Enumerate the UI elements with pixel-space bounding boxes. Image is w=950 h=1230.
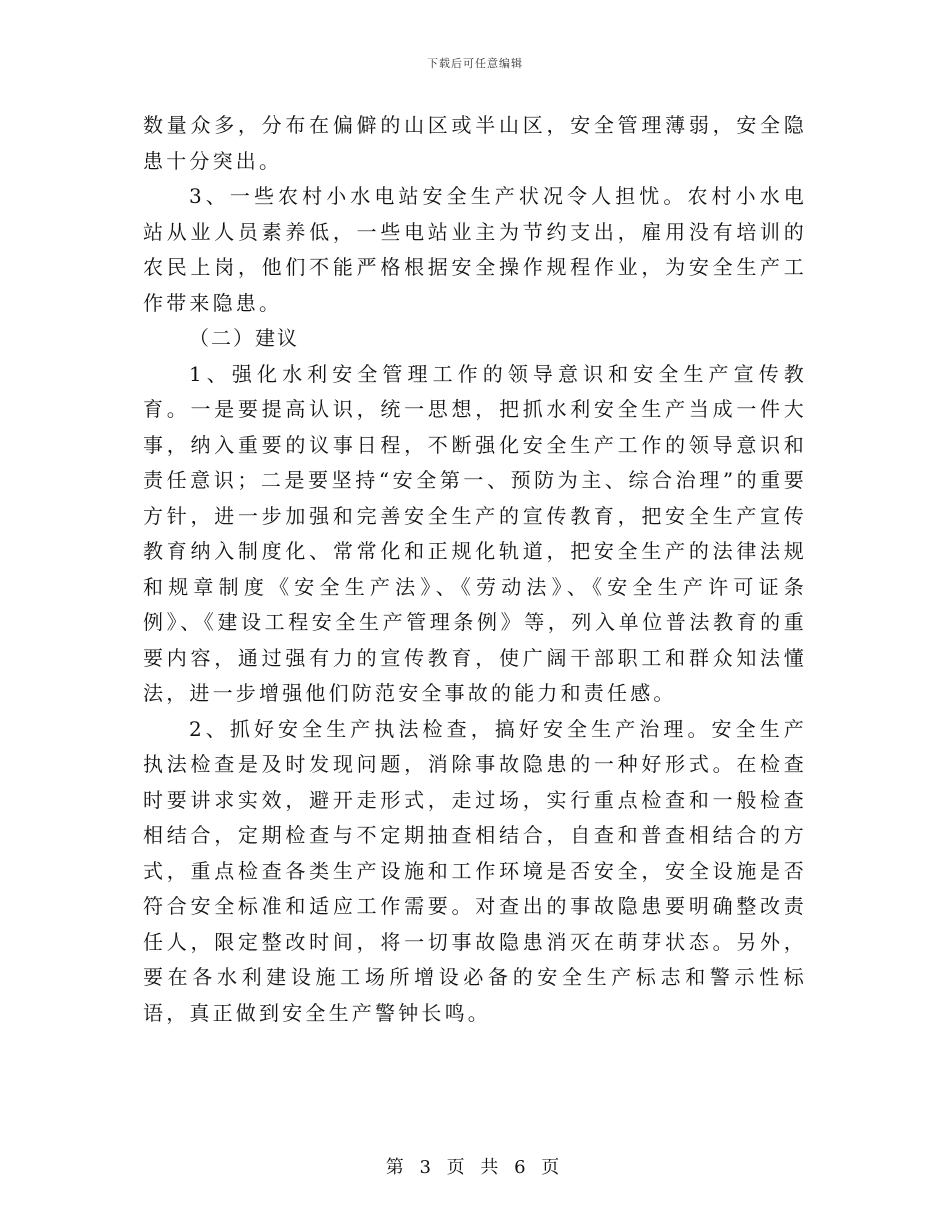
page-number: 第 3 页 共 6 页 [385, 1157, 565, 1178]
document-body [143, 108, 807, 1031]
paragraph-suggestion-1: 1、强化水利安全管理工作的领导意识和安全生产宣传教育。一是要提高认识，统一思想，把抓水利安全生产当成一件大事，纳入重要的议事日程，不断强化安全生产工作的领导意识和责任意识；二是要坚持“安全第一、预防为主、综合治理”的重要方针，进一步加强和完善安全生产的宣传教育，把安全生产宣传教育纳入制度化、常常化和正规化轨道，把安全生产的法律法规和规章制度《安全生产法》、《劳动法》、《安全生产许可证条例》、《建设工程安全生产管理条例》等，列入单位普法教育的重要内容，通过强有力的宣传教育，使广阔干部职工和群众知法懂法，进一步增强他们防范安全事故的能力和责任感。 [143, 361, 807, 705]
paragraph-item-3: 3、一些农村小水电站安全生产状况令人担忧。农村小水电站从业人员素养低，一些电站业主为节约支出，雇用没有培训的农民上岗，他们不能严格根据安全操作规程作业，为安全生产工作带来隐患。 [143, 184, 807, 315]
paragraph-suggestion-2: 2、抓好安全生产执法检查，搞好安全生产治理。安全生产执法检查是及时发现问题，消除事故隐患的一种好形式。在检查时要讲求实效，避开走形式，走过场，实行重点检查和一般检查相结合，定期检查与不定期抽查相结合，自查和普查相结合的方式，重点检查各类生产设施和工作环境是否安全，安全设施是否符合安全标准和适应工作需要。对查出的事故隐患要明确整改责任人，限定整改时间，将一切事故隐患消灭在萌芽状态。另外，要在各水利建设施工场所增设必备的安全生产标志和警示性标语，真正做到安全生产警钟长鸣。 [143, 716, 807, 1025]
header-note: 下载后可任意编辑 [427, 57, 523, 70]
section-heading-suggestions: （二）建议 [189, 326, 299, 350]
paragraph-continuation: 数量众多，分布在偏僻的山区或半山区，安全管理薄弱，安全隐患十分突出。 [143, 113, 807, 173]
